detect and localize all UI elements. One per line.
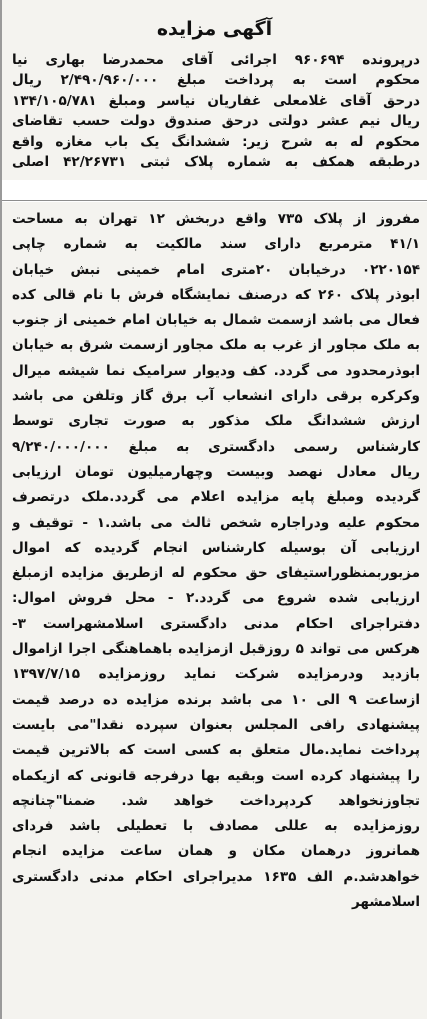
text-line: محکوم له به شرح زیر: ششدانگ یک باب مغازه واقع <box>12 133 420 150</box>
text-line: خواهدشد.م الف ۱۶۳۵ مدیراجرای احکام مدنی دادگستری <box>12 868 420 885</box>
text-line: ابوذر پلاک ۲۶۰ که درصنف نمایشگاه فرش با نام قالی کده <box>12 286 420 303</box>
text-line: ۰۲۲۰۱۵۴ درخیابان ۲۰متری امام خمینی نبش خیابان <box>12 261 420 278</box>
text-line: درپرونده ۹۶۰۶۹۴ اجرائی آقای محمدرضا بهاری نیا <box>12 52 420 68</box>
text-line: ارزش ششدانگ ملک مذکور به صورت تجاری توسط <box>12 413 420 430</box>
text-line: مزبوربمنظوراستیفای حق محکوم له ازطریق مزایده ازمبلغ <box>12 565 420 582</box>
text-line: فعال می باشد ازسمت شمال به خیابان امام خمینی از جنوب <box>12 312 420 329</box>
text-line: دفتراجرای احکام مدنی دادگستری اسلامشهراست ۳- <box>12 615 420 632</box>
notice-paragraph-top <box>12 50 420 172</box>
text-line: وکرکره برقی دارای انشعاب آب برق گاز وتلفن می باشد <box>12 388 420 405</box>
text-line: گردیده ومبلغ پایه مزایده اعلام می گردد.ملک درتصرف <box>12 489 420 506</box>
text-line: پرداخت نماید.مال متعلق به کسی است که بالاترین قیمت <box>12 742 420 759</box>
text-line: ریال نیم عشر دولتی درحق صندوق دولت حسب تقاضای <box>12 113 420 130</box>
text-line: ریال معادل نهصد وبیست وچهارمیلیون تومان ارزیابی <box>12 463 420 480</box>
text-line: درطبقه همکف به شماره پلاک ثبتی ۴۲/۲۶۷۳۱ اصلی <box>12 154 420 171</box>
text-line: روزمزایده به عللی مصادف با تعطیلی باشد فردای <box>12 818 420 835</box>
text-line: کارشناس رسمی دادگستری به مبلغ ۹/۲۴۰/۰۰۰/۰۰۰ <box>12 438 420 455</box>
text-line: ارزیابی شده شروع می گردد.۲ - محل فروش اموال: <box>12 590 420 607</box>
text-line: محکوم علیه ودراجاره شخص ثالث می باشد.۱ - توقیف و <box>12 514 420 531</box>
divider <box>2 200 427 201</box>
notice-title: آگهی مزایده <box>156 18 273 40</box>
text-line: را پیشنهاد کرده است وبقیه بها درفرجه قانونی که ازیکماه <box>12 767 420 784</box>
text-line: مفروز از پلاک ۷۳۵ واقع دربخش ۱۲ تهران به مساحت <box>12 211 420 227</box>
text-line: ازساعت ۹ الی ۱۰ می باشد برنده مزایده ده درصد قیمت <box>12 691 420 708</box>
notice-paragraph-main <box>12 207 420 915</box>
text-line: همانروز درهمان مکان و همان ساعت مزایده انجام <box>12 843 420 860</box>
text-line: هرکس می تواند ۵ روزقبل ازمزایده باهماهنگی اجرا ازاموال <box>12 641 420 658</box>
text-line: پیشنهادی رافی المجلس بعنوان سپرده نقدا"می بایست <box>12 716 420 733</box>
text-line: محکوم است به پرداخت مبلغ ۲/۴۹۰/۹۶۰/۰۰۰ ریال <box>12 72 420 89</box>
text-line: اسلامشهر <box>351 894 420 911</box>
text-line: به ملک مجاور از غرب به ملک مجاور ازسمت شرق به خیابان <box>12 337 420 354</box>
text-line: ۴۱/۱ مترمربع دارای سند مالکیت به شماره چاپی <box>12 236 420 253</box>
text-line: بازدید ودرمزایده شرکت نماید روزمزایده ۱۳۹۷/۷/۱۵ <box>12 666 420 683</box>
text-line: ابوذرمحدود می گردد. کف ودیوار سرامیک نما شیشه میرال <box>12 362 420 379</box>
text-line: درحق آقای غلامعلی غفاریان نیاسر ومبلغ ۱۳۴/۱۰۵/۷۸۱ <box>12 92 420 109</box>
text-line: تجاوزنخواهد کردپرداخت خواهد شد. ضمنا"چنانچه <box>12 792 420 809</box>
column-break <box>2 180 427 202</box>
text-line: ارزیابی آن بوسیله کارشناس انجام گردیده که اموال <box>12 539 420 556</box>
